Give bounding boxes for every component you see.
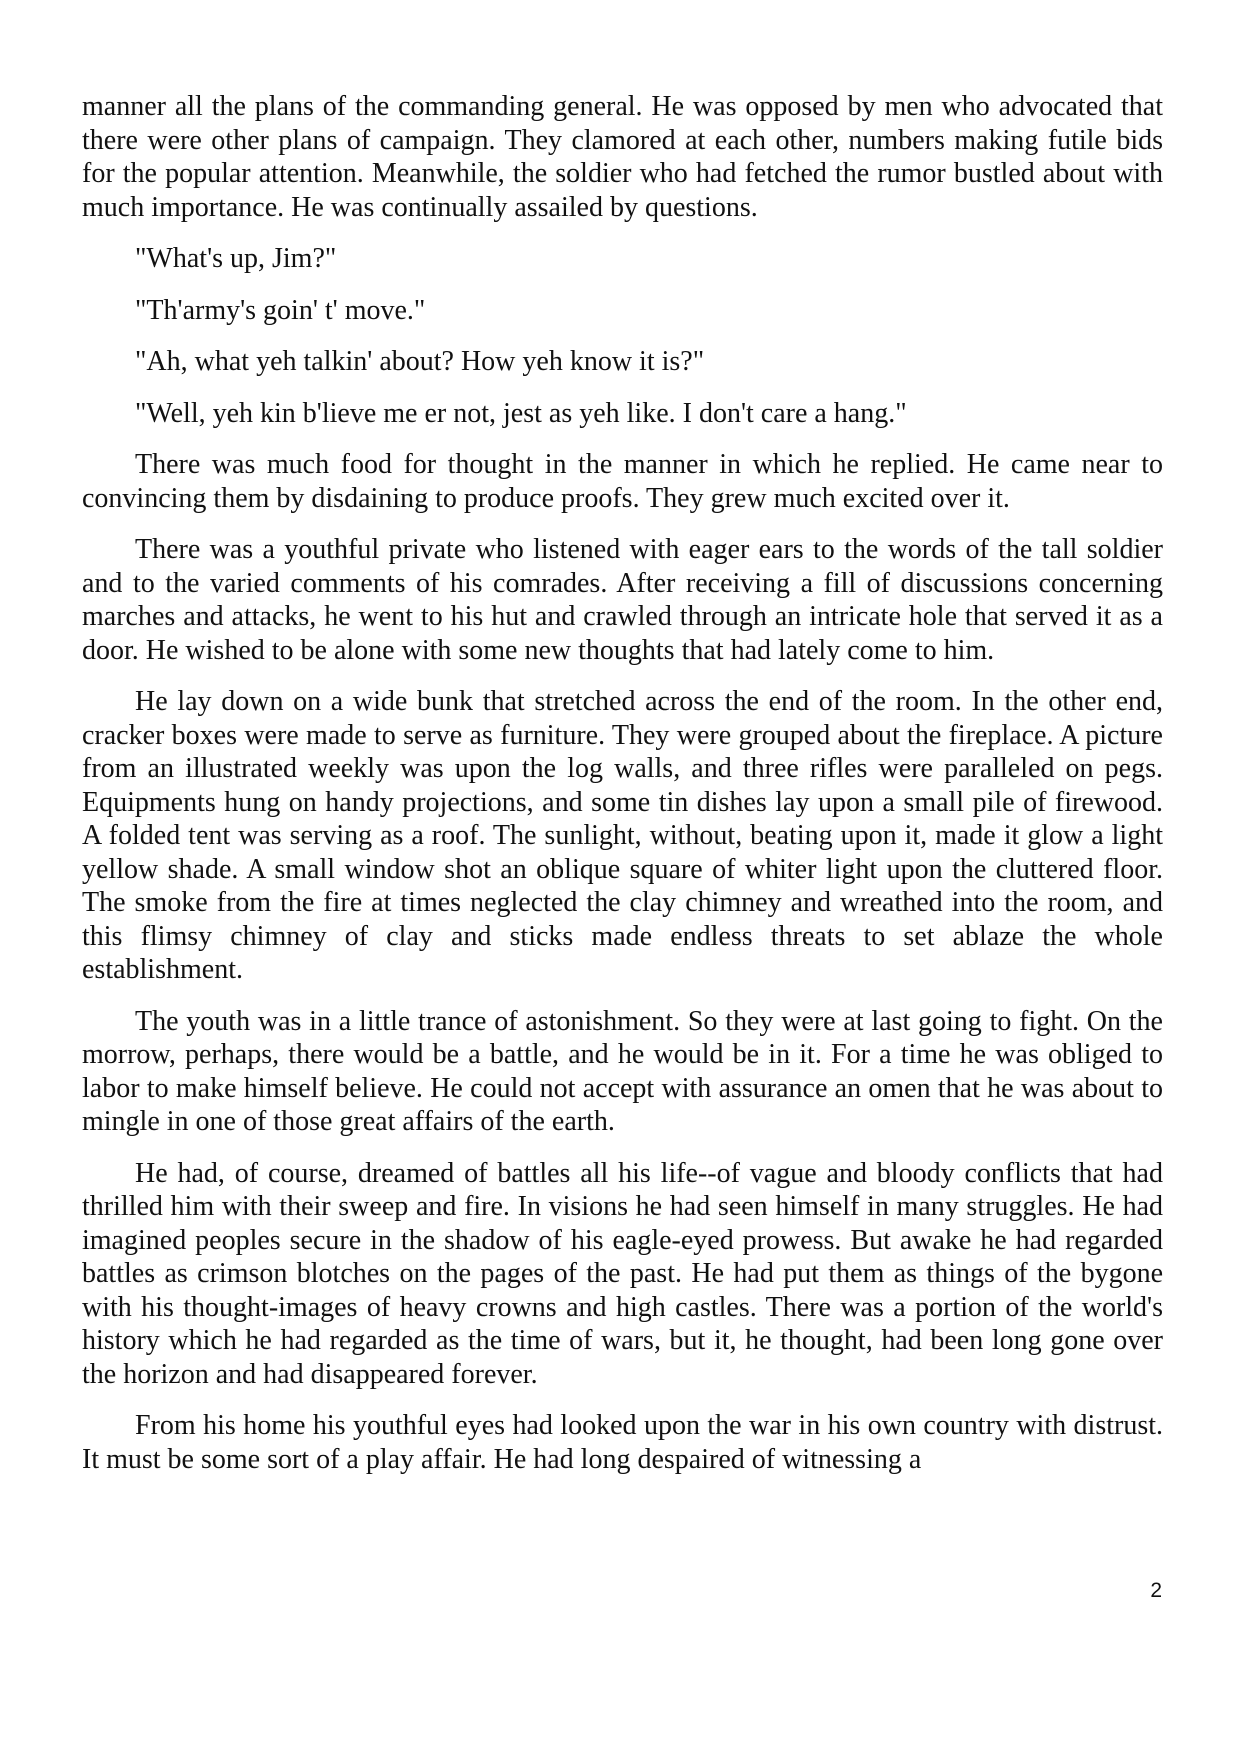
paragraph-11: From his home his youthful eyes had looked upon the war in his own country with distrust. It must be some sort of a play affair. He had long despaired of witnessing a: [82, 1410, 1163, 1475]
paragraph-10: He had, of course, dreamed of battles all his life--of vague and bloody conflicts that had thrilled him with their sweep and fire. In visions he had seen himself in many struggles. He had imagined peoples secure in the shadow of his eagle-eyed prowess. But awake he had regarded battles as crimson blotches on the pages of the past. He had put them as things of the bygone with his thought-images of heavy crowns and high castles. There was a portion of the world's history which he had regarded as the time of wars, but it, he thought, had been long gone over the horizon and had disappeared forever.: [82, 1157, 1163, 1390]
page-number: 2: [1150, 1579, 1162, 1602]
paragraph-2: "What's up, Jim?": [135, 243, 337, 274]
paragraph-7: There was a youthful private who listened with eager ears to the words of the tall soldier and to the varied comments of his comrades. After receiving a fill of discussions concerning marches and attacks, he went to his hut and crawled through an intricate hole that served it as a door. He wished to be alone with some new thoughts that had lately come to him.: [82, 534, 1163, 666]
paragraph-4: "Ah, what yeh talkin' about? How yeh know it is?": [135, 346, 705, 377]
paragraph-9: The youth was in a little trance of astonishment. So they were at last going to fight. On the morrow, perhaps, there would be a battle, and he would be in it. For a time he was obliged to labor to make himself believe. He could not accept with assurance an omen that he was about to mingle in one of those great affairs of the earth.: [82, 1005, 1163, 1137]
body-text: [82, 90, 1163, 1476]
paragraph-6: There was much food for thought in the manner in which he replied. He came near to convincing them by disdaining to produce proofs. They grew much excited over it.: [82, 449, 1163, 514]
paragraph-5: "Well, yeh kin b'lieve me er not, jest as yeh like. I don't care a hang.": [135, 397, 907, 429]
paragraph-8: He lay down on a wide bunk that stretched across the end of the room. In the other end, cracker boxes were made to serve as furniture. They were grouped about the fireplace. A picture from an illustrated weekly was upon the log walls, and three rifles were paralleled on pegs. Equipments hung on handy projections, and some tin dishes lay upon a small pile of firewood. A folded tent was serving as a roof. The sunlight, without, beating upon it, made it glow a light yellow shade. A small window shot an oblique square of whiter light upon the cluttered floor. The smoke from the fire at times neglected the clay chimney and wreathed into the room, and this flimsy chimney of clay and sticks made endless threats to set ablaze the whole establishment.: [82, 686, 1163, 985]
paragraph-1: manner all the plans of the commanding general. He was opposed by men who advocated that there were other plans of campaign. They clamored at each other, numbers making futile bids for the popular attention. Meanwhile, the soldier who had fetched the rumor bustled about with much importance. He was continually assailed by questions.: [82, 91, 1163, 223]
paragraph-3: "Th'army's goin' t' move.": [135, 294, 426, 326]
